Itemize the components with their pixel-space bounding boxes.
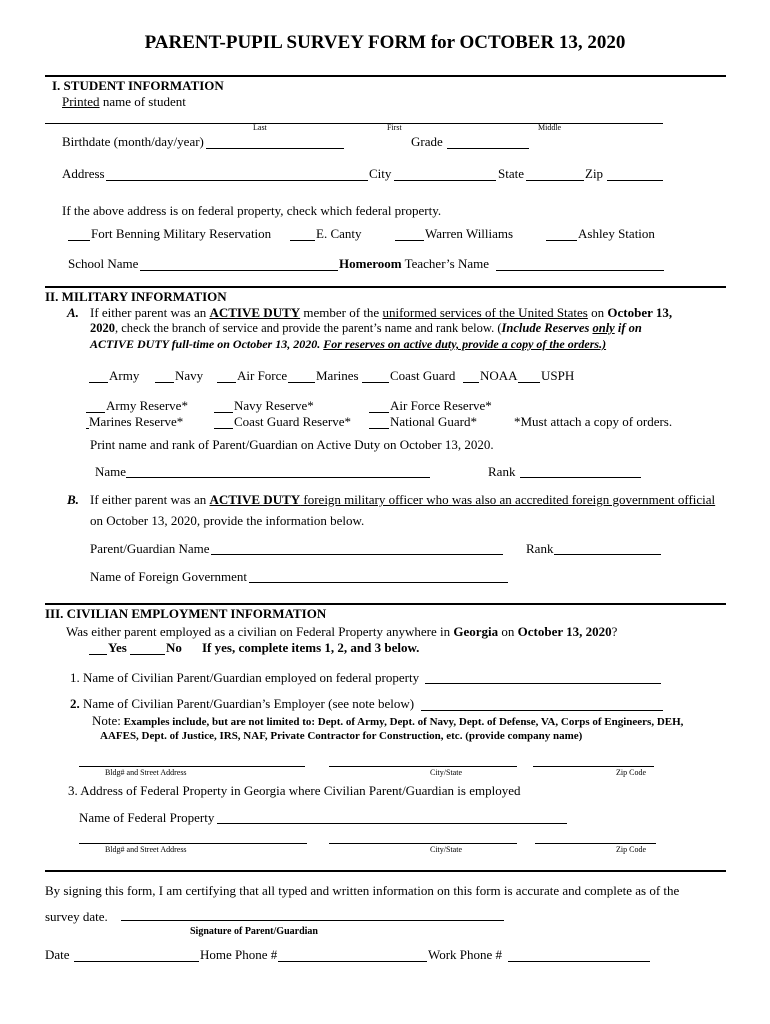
branch-label: NOAA bbox=[480, 368, 518, 383]
branch-label: USPH bbox=[541, 368, 575, 383]
address-field[interactable] bbox=[106, 180, 368, 181]
item-a-text-line3: ACTIVE DUTY full-time on October 13, 2020. For reserves on active duty, provide a copy of the orders.) bbox=[90, 337, 607, 351]
city-field[interactable] bbox=[394, 180, 496, 181]
city-state-caption: City/State bbox=[430, 768, 462, 777]
attach-orders-note: *Must attach a copy of orders. bbox=[514, 414, 673, 429]
signature-field[interactable] bbox=[121, 920, 504, 921]
rank-label: Rank bbox=[488, 464, 516, 479]
warren-williams-checkbox[interactable] bbox=[395, 240, 424, 241]
street-address-caption: Bldg# and Street Address bbox=[105, 845, 187, 854]
section-1-heading: I. STUDENT INFORMATION bbox=[52, 78, 224, 93]
coast-guard-checkbox[interactable] bbox=[362, 382, 389, 383]
branch-label: Navy bbox=[175, 368, 204, 383]
foreign-rank-field[interactable] bbox=[554, 554, 661, 555]
fort-benning-checkbox[interactable] bbox=[68, 240, 90, 241]
item-b-text-line2: on October 13, 2020, provide the information below. bbox=[90, 513, 365, 528]
national-guard-checkbox[interactable] bbox=[369, 428, 389, 429]
employment-question: Was either parent employed as a civilian on Federal Property anywhere in Georgia on October 13, 2020? bbox=[66, 624, 618, 639]
noaa-checkbox[interactable] bbox=[463, 382, 479, 383]
air-force-reserve-checkbox[interactable] bbox=[369, 412, 389, 413]
army-checkbox[interactable] bbox=[89, 382, 108, 383]
divider bbox=[45, 75, 726, 77]
first-name-caption: First bbox=[387, 123, 402, 132]
section-3-heading: III. CIVILIAN EMPLOYMENT INFORMATION bbox=[45, 606, 327, 621]
reserve-label: National Guard* bbox=[390, 414, 478, 429]
birthdate-label: Birthdate (month/day/year) bbox=[62, 134, 204, 149]
property-city-state-field[interactable] bbox=[329, 843, 517, 844]
school-name-field[interactable] bbox=[140, 270, 338, 271]
no-checkbox[interactable] bbox=[130, 654, 165, 655]
property-label: Ashley Station bbox=[578, 226, 655, 241]
city-state-caption: City/State bbox=[430, 845, 462, 854]
employer-note-line1: Note: Examples include, but are not limited to: Dept. of Army, Dept. of Navy, Dept. of Defense, VA, Corps of Engineers, DEH, bbox=[92, 713, 684, 728]
federal-property-name-label: Name of Federal Property bbox=[79, 810, 215, 825]
date-label: Date bbox=[45, 947, 70, 962]
divider bbox=[45, 603, 726, 605]
zip-code-caption: Zip Code bbox=[616, 845, 646, 854]
property-label: Fort Benning Military Reservation bbox=[91, 226, 272, 241]
city-label: City bbox=[369, 166, 392, 181]
complete-items-note: If yes, complete items 1, 2, and 3 below. bbox=[202, 640, 420, 655]
coast-guard-reserve-checkbox[interactable] bbox=[214, 428, 233, 429]
employer-name-field[interactable] bbox=[421, 710, 663, 711]
rank-label: Rank bbox=[526, 541, 554, 556]
item-a-text-line2: 2020, check the branch of service and provide the parent’s name and rank below. (Include Reserves only if on bbox=[90, 321, 642, 335]
reserve-label: Marines Reserve* bbox=[89, 414, 184, 429]
state-field[interactable] bbox=[526, 180, 584, 181]
date-field[interactable] bbox=[74, 961, 199, 962]
civilian-parent-name-field[interactable] bbox=[425, 683, 661, 684]
section-2-heading: II. MILITARY INFORMATION bbox=[45, 289, 227, 304]
work-phone-field[interactable] bbox=[508, 961, 650, 962]
item-a-text-line1: If either parent was an ACTIVE DUTY member of the uniformed services of the United States on October 13, bbox=[90, 305, 673, 320]
foreign-government-label: Name of Foreign Government bbox=[90, 569, 248, 584]
reserve-label: Navy Reserve* bbox=[234, 398, 314, 413]
teacher-name-field[interactable] bbox=[496, 270, 664, 271]
property-label: E. Canty bbox=[316, 226, 362, 241]
name-label: Name bbox=[95, 464, 127, 479]
grade-label: Grade bbox=[411, 134, 443, 149]
active-duty-rank-field[interactable] bbox=[520, 477, 641, 478]
item-1-label: 1. Name of Civilian Parent/Guardian employed on federal property bbox=[70, 670, 420, 685]
signature-caption: Signature of Parent/Guardian bbox=[190, 926, 318, 937]
reserve-label: Air Force Reserve* bbox=[390, 398, 492, 413]
work-phone-label: Work Phone # bbox=[428, 947, 503, 962]
home-phone-field[interactable] bbox=[278, 961, 427, 962]
home-phone-label: Home Phone # bbox=[200, 947, 278, 962]
zip-label: Zip bbox=[585, 166, 604, 181]
employer-street-address-field[interactable] bbox=[79, 766, 305, 767]
employer-zip-field[interactable] bbox=[533, 766, 654, 767]
divider bbox=[45, 870, 726, 872]
student-name-field[interactable] bbox=[45, 123, 663, 124]
teacher-name-label: Homeroom Teacher’s Name bbox=[339, 256, 489, 271]
air-force-checkbox[interactable] bbox=[217, 382, 236, 383]
reserve-label: Army Reserve* bbox=[106, 398, 188, 413]
item-2-label: 2. Name of Civilian Parent/Guardian’s Employer (see note below) bbox=[70, 696, 415, 711]
e-canty-checkbox[interactable] bbox=[290, 240, 315, 241]
foreign-parent-name-field[interactable] bbox=[211, 554, 503, 555]
employer-city-state-field[interactable] bbox=[329, 766, 517, 767]
reserve-label: Coast Guard Reserve* bbox=[234, 414, 351, 429]
last-name-caption: Last bbox=[253, 123, 267, 132]
navy-checkbox[interactable] bbox=[155, 382, 174, 383]
army-reserve-checkbox[interactable] bbox=[86, 412, 105, 413]
divider bbox=[45, 286, 726, 288]
zip-code-caption: Zip Code bbox=[616, 768, 646, 777]
certification-text-line1: By signing this form, I am certifying that all typed and written information on this form is accurate and complete as of the bbox=[45, 883, 680, 898]
printed-name-label: Printed name of student bbox=[62, 94, 186, 109]
birthdate-field[interactable] bbox=[206, 148, 344, 149]
marines-checkbox[interactable] bbox=[288, 382, 315, 383]
employer-note-line2: AAFES, Dept. of Justice, IRS, NAF, Private Contractor for Construction, etc. (provide company name) bbox=[100, 730, 583, 742]
foreign-government-field[interactable] bbox=[249, 582, 508, 583]
property-street-address-field[interactable] bbox=[79, 843, 307, 844]
item-b-text-line1: If either parent was an ACTIVE DUTY foreign military officer who was also an accredited foreign government official bbox=[90, 492, 716, 507]
branch-label: Air Force bbox=[237, 368, 288, 383]
form-title: PARENT-PUPIL SURVEY FORM for OCTOBER 13, 2020 bbox=[144, 32, 626, 53]
item-a-letter: A. bbox=[67, 305, 79, 320]
ashley-station-checkbox[interactable] bbox=[546, 240, 577, 241]
yes-checkbox[interactable] bbox=[89, 654, 107, 655]
no-label: No bbox=[166, 640, 182, 655]
grade-field[interactable] bbox=[447, 148, 529, 149]
state-label: State bbox=[498, 166, 524, 181]
property-zip-field[interactable] bbox=[535, 843, 656, 844]
school-name-label: School Name bbox=[68, 256, 139, 271]
active-duty-name-field[interactable] bbox=[126, 477, 430, 478]
branch-label: Marines bbox=[316, 368, 359, 383]
branch-label: Army bbox=[109, 368, 140, 383]
street-address-caption: Bldg# and Street Address bbox=[105, 768, 187, 777]
branch-label: Coast Guard bbox=[390, 368, 456, 383]
item-b-letter: B. bbox=[67, 492, 79, 507]
certification-text-line2: survey date. bbox=[45, 909, 108, 924]
parent-guardian-name-label: Parent/Guardian Name bbox=[90, 541, 210, 556]
print-name-note: Print name and rank of Parent/Guardian on Active Duty on October 13, 2020. bbox=[90, 437, 494, 452]
usph-checkbox[interactable] bbox=[518, 382, 540, 383]
middle-name-caption: Middle bbox=[538, 123, 562, 132]
federal-property-name-field[interactable] bbox=[217, 823, 567, 824]
federal-property-note: If the above address is on federal property, check which federal property. bbox=[62, 203, 442, 218]
item-3-label: 3. Address of Federal Property in Georgia where Civilian Parent/Guardian is employed bbox=[68, 783, 521, 798]
address-label: Address bbox=[62, 166, 105, 181]
zip-field[interactable] bbox=[607, 180, 663, 181]
navy-reserve-checkbox[interactable] bbox=[214, 412, 233, 413]
property-label: Warren Williams bbox=[425, 226, 514, 241]
yes-label: Yes bbox=[108, 640, 127, 655]
